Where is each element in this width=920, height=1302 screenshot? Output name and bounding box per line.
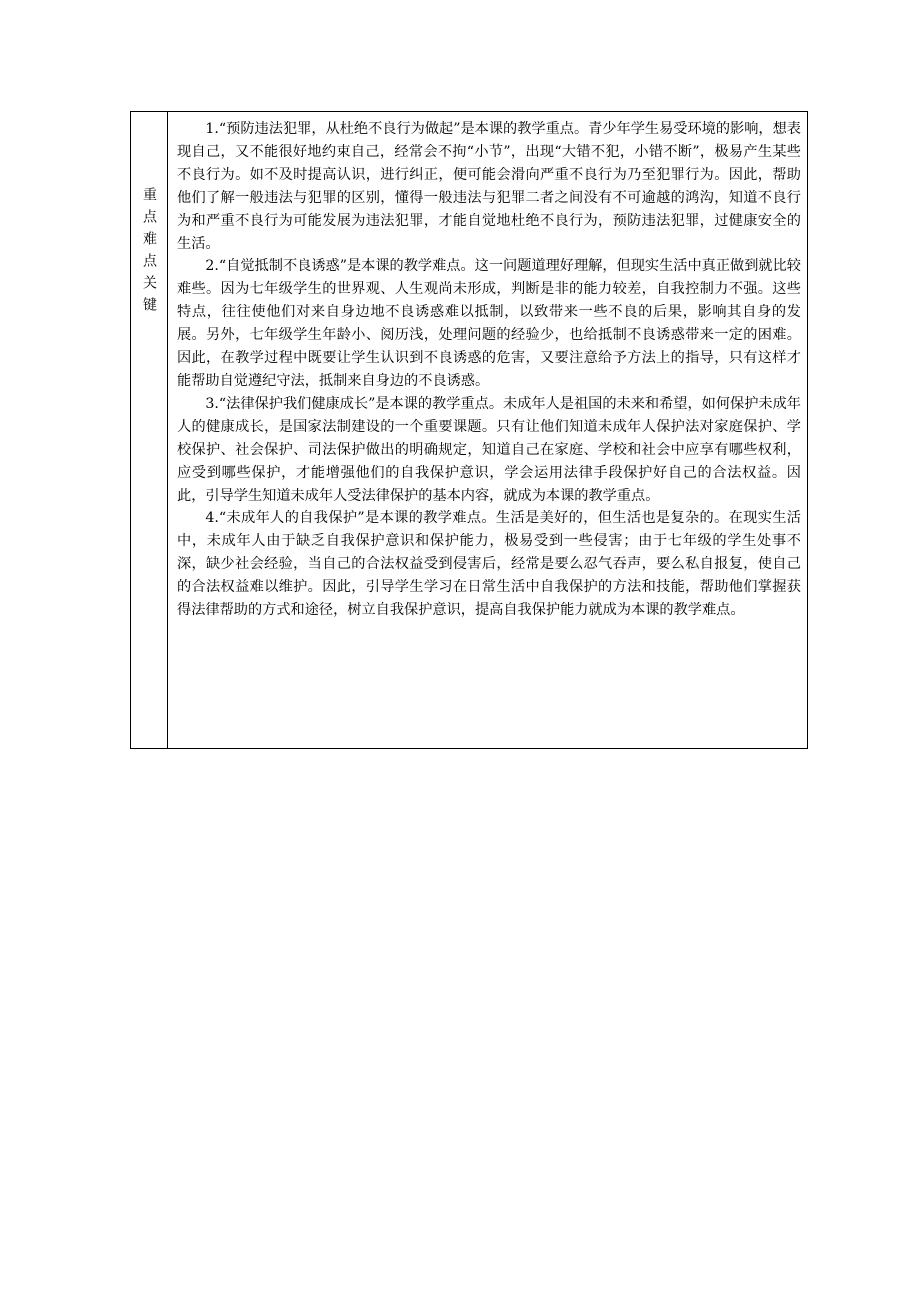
content-table [130,111,808,749]
paragraph-3: 3.“法律保护我们健康成长”是本课的教学重点。未成年人是祖国的未来和希望，如何保护未成年人的健康成长，是国家法制建设的一个重要课题。只有让他们知道未成年人保护法对家庭保护、学校保护、社会保护、司法保护做出的明确规定，知道自己在家庭、学校和社会中应享有哪些权利，应受到哪些保护，才能增强他们的自我保护意识，学会运用法律手段保护好自己的合法权益。因此，引导学生知道未成年人受法律保护的基本内容，就成为本课的教学重点。 [177,395,801,504]
label-cell [131,112,168,748]
paragraph-4: 4.“未成年人的自我保护”是本课的教学难点。生活是美好的，但生活也是复杂的。在现实生活中，未成年人由于缺乏自我保护意识和保护能力，极易受到一些侵害；由于七年级的学生处事不深，缺少社会经验，当自己的合法权益受到侵害后，经常是要么忍气吞声，要么私自报复，使自己的合法权益难以维护。因此，引导学生学习在日常生活中自我保护的方法和技能，帮助他们掌握获得法律帮助的方式和途径，树立自我保护意识，提高自我保护能力就成为本课的教学难点。 [177,510,801,619]
content-cell [168,112,807,748]
paragraph-1: 1.“预防违法犯罪，从杜绝不良行为做起”是本课的教学重点。青少年学生易受环境的影响，想表现自己，又不能很好地约束自己，经常会不拘“小节”，出现“大错不犯，小错不断”，极易产生某些不良行为。如不及时提高认识，进行纠正，便可能会滑向严重不良行为乃至犯罪行为。因此，帮助他们了解一般违法与犯罪的区别，懂得一般违法与犯罪二者之间没有不可逾越的鸿沟，知道不良行为和严重不良行为可能发展为违法犯罪，才能自觉地杜绝不良行为，预防违法犯罪，过健康安全的生活。 [177,121,801,252]
row-label: 重点难点关键 [141,187,157,319]
paragraph-2: 2.“自觉抵制不良诱惑”是本课的教学难点。这一问题道理好理解，但现实生活中真正做到就比较难些。因为七年级学生的世界观、人生观尚未形成，判断是非的能力较差，自我控制力不强。这些特点，往往使他们对来自身边地不良诱惑难以抵制，以致带来一些不良的后果，影响其自身的发展。另外，七年级学生年龄小、阅历浅，处理问题的经验少，也给抵制不良诱惑带来一定的困难。因此，在教学过程中既要让学生认识到不良诱惑的危害，又要注意给予方法上的指导，只有这样才能帮助自觉遵纪守法，抵制来自身边的不良诱惑。 [177,258,801,389]
